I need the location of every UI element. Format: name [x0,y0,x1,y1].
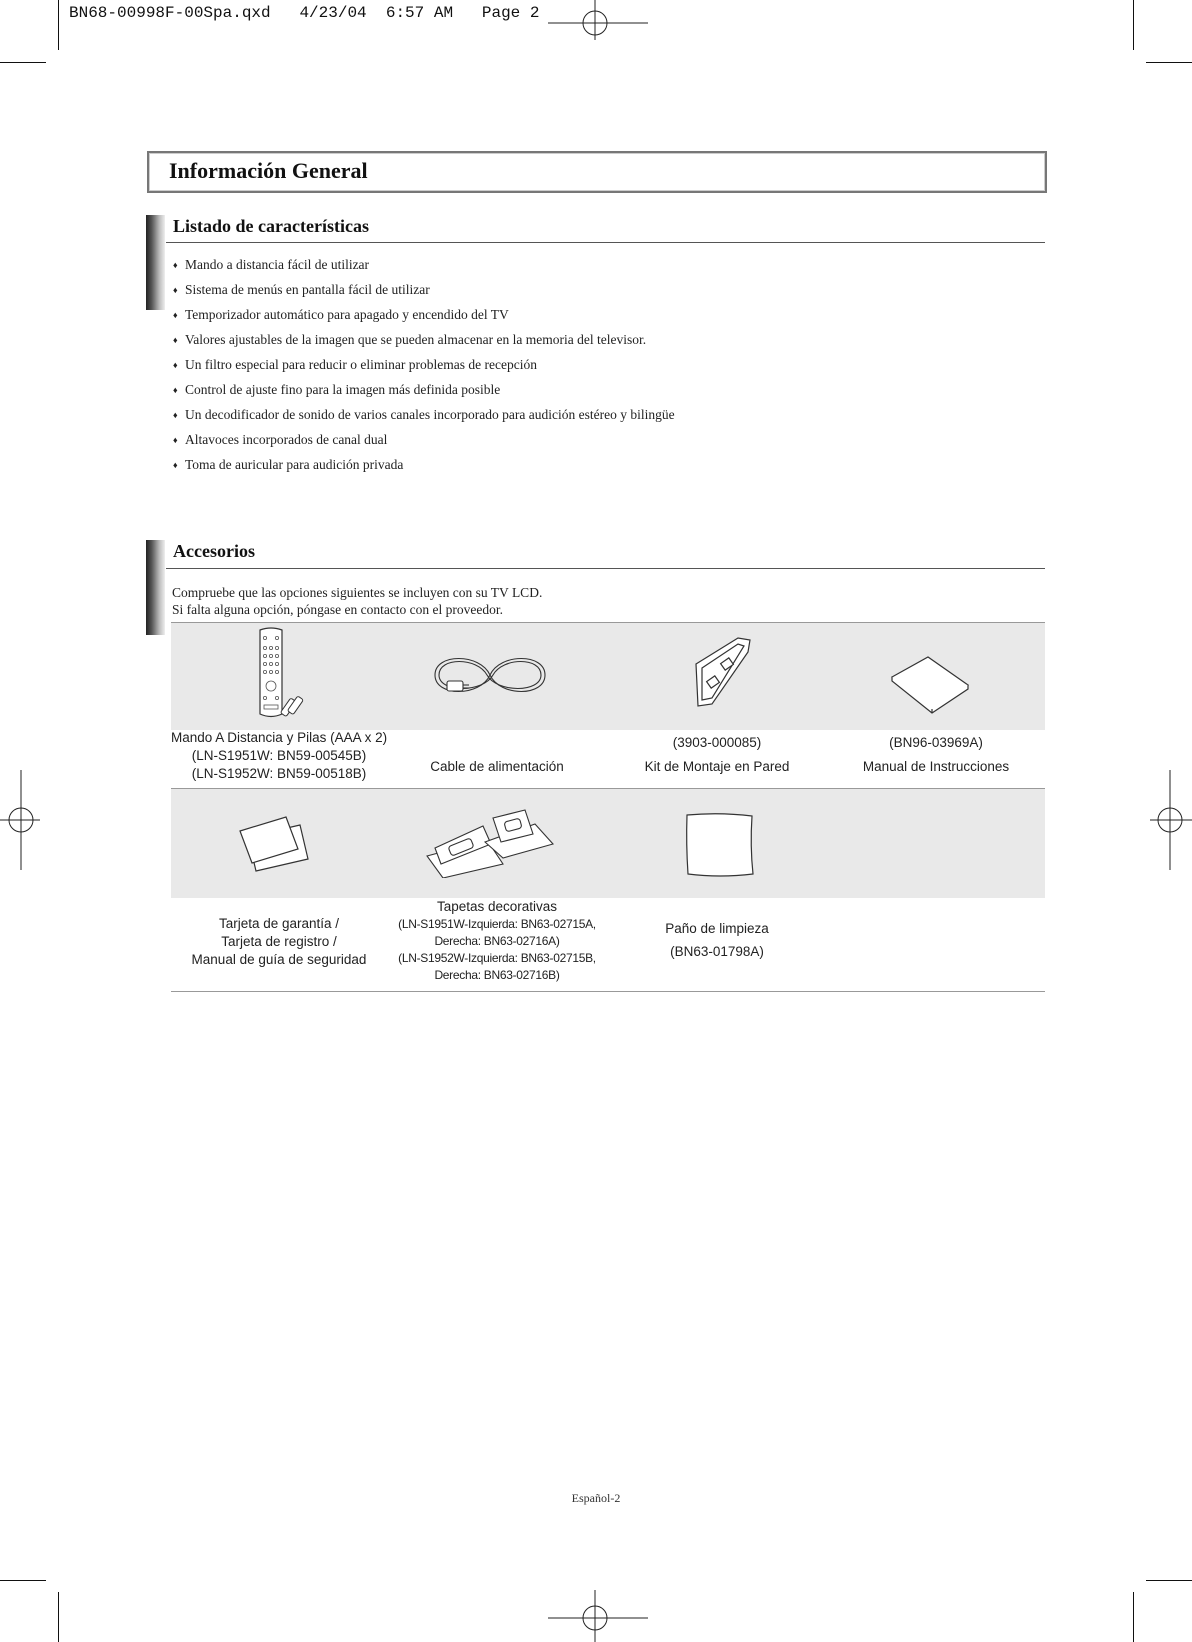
bullet-icon: ♦ [173,360,178,370]
crop-mark [1146,1580,1192,1581]
accessories-intro: Compruebe que las opciones siguientes se incluyen con su TV LCD. Si falta alguna opción, póngase en contacto con el proveedor. [172,585,543,617]
section-rule [166,568,1045,569]
list-item: ♦ Valores ajustables de la imagen que se pueden almacenar en la memoria del televisor. [173,327,675,352]
remote-caption: Mando A Distancia y Pilas (AAA x 2) (LN-S1951W: BN59-00545B) (LN-S1952W: BN59-00518B) [171,730,388,781]
wall-mount-caption: (3903-000085) Kit de Montaje en Pared [644,735,790,774]
bullet-icon: ♦ [173,310,178,320]
crop-mark [1133,1592,1134,1642]
registration-mark-icon [0,770,40,870]
section-rule [166,242,1045,243]
warranty-caption: Tarjeta de garantía / Tarjeta de registro / Manual de guía de seguridad [191,916,367,967]
bullet-icon: ♦ [173,385,178,395]
registration-mark-icon [548,1590,648,1642]
bullet-icon: ♦ [173,410,178,420]
bullet-icon: ♦ [173,335,178,345]
cloth-caption: Paño de limpieza (BN63-01798A) [665,921,769,959]
wall-mount-bracket-icon [688,634,758,714]
row-divider [171,622,1045,623]
remote-control-icon [240,626,320,722]
list-item: ♦ Un filtro especial para reducir o eliminar problemas de recepción [173,352,675,377]
list-item: ♦ Sistema de menús en pantalla fácil de utilizar [173,277,675,302]
registration-mark-icon [548,0,648,40]
printer-slug: BN68-00998F-00Spa.qxd 4/23/04 6:57 AM Page 2 [69,4,540,22]
decorative-covers-icon [425,808,555,878]
crop-mark [58,1592,59,1642]
page-number: Español-2 [571,1491,621,1505]
crop-mark [0,1580,46,1581]
features-list [173,252,675,477]
features-heading: Listado de características [173,216,369,236]
bullet-icon: ♦ [173,260,178,270]
crop-mark [0,62,46,63]
crop-mark [58,0,59,50]
page-title-box [147,151,1047,193]
row-divider [171,991,1045,992]
list-item: ♦ Toma de auricular para audición privada [173,452,675,477]
list-item: ♦ Temporizador automático para apagado y encendido del TV [173,302,675,327]
manual-booklet-icon [888,655,973,715]
page-title: Información General [169,158,368,183]
bullet-icon: ♦ [173,460,178,470]
bullet-icon: ♦ [173,435,178,445]
registration-mark-icon [1150,770,1192,870]
cleaning-cloth-icon [682,810,757,880]
section-bar [146,540,165,635]
warranty-cards-icon [236,815,316,875]
bullet-icon: ♦ [173,285,178,295]
section-bar [146,215,165,310]
list-item: ♦ Control de ajuste fino para la imagen más definida posible [173,377,675,402]
covers-caption: Tapetas decorativas (LN-S1951W-Izquierda: BN63-02715A, Derecha: BN63-02716A) (LN-S1952W-Izquierda: BN63-02715B, Derecha: BN63-02716B) [398,899,596,982]
manual-caption: (BN96-03969A) Manual de Instrucciones [862,735,1010,774]
list-item: ♦ Altavoces incorporados de canal dual [173,427,675,452]
crop-mark [1133,0,1134,50]
power-cord-caption: Cable de alimentación [430,759,564,774]
list-item: ♦ Mando a distancia fácil de utilizar [173,252,675,277]
accessories-heading: Accesorios [173,541,255,561]
power-cord-icon [425,645,555,705]
crop-mark [1146,62,1192,63]
list-item: ♦ Un decodificador de sonido de varios canales incorporado para audición estéreo y bilingüe [173,402,675,427]
